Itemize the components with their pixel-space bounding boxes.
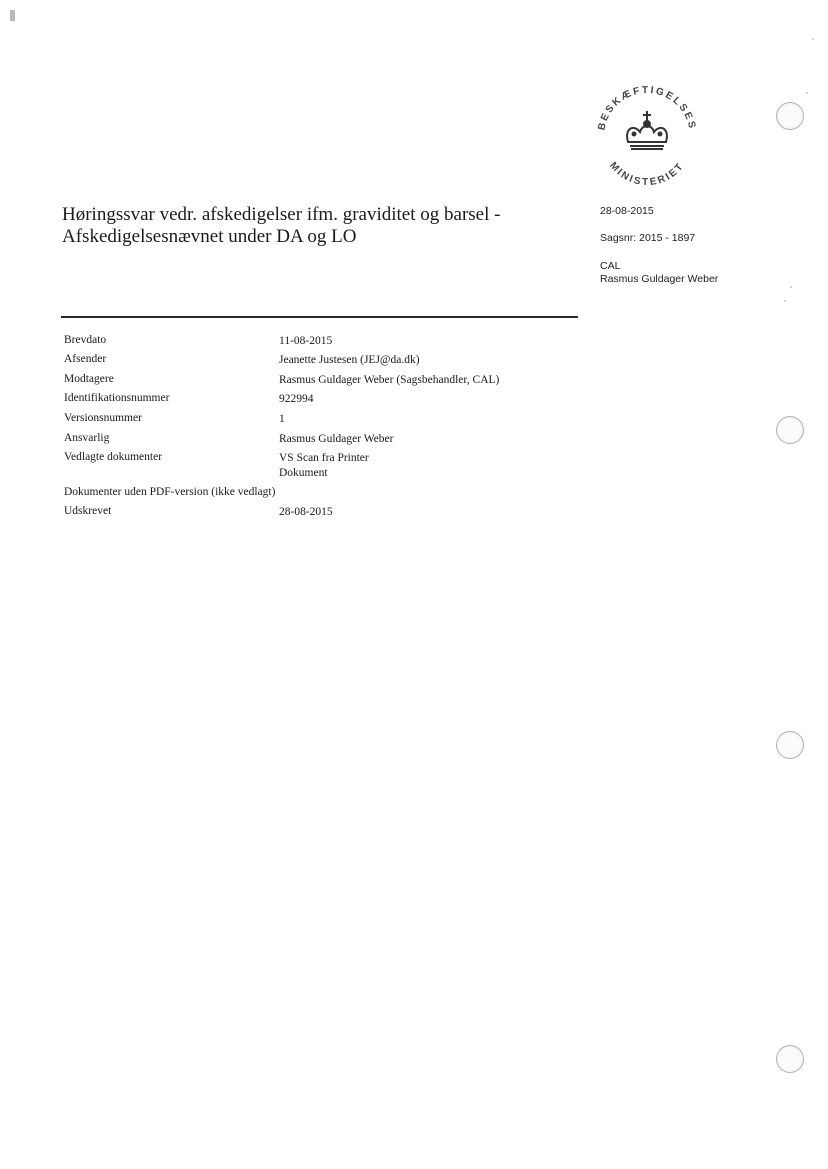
metadata-value-line: Dokument [279, 467, 328, 479]
metadata-label: Vedlagte dokumenter [64, 451, 163, 463]
metadata-value [279, 451, 369, 481]
ministry-logo [584, 76, 708, 192]
metadata-label: Afsender [64, 353, 107, 365]
metadata-value [279, 334, 332, 349]
punch-hole [776, 1045, 804, 1073]
metadata-label: Brevdato [64, 334, 107, 346]
metadata-value-line: VS Scan fra Printer [279, 452, 369, 464]
seal-top-text: BESKÆFTIGELSES [596, 84, 698, 132]
metadata-value-line: 922994 [279, 393, 314, 405]
case-unit: CAL [600, 260, 621, 272]
metadata-value-line: 28-08-2015 [279, 506, 333, 518]
metadata-label: Modtagere [64, 373, 114, 385]
metadata-value-line: Jeanette Justesen (JEJ@da.dk) [279, 354, 420, 366]
scan-speck [806, 92, 808, 94]
seal-bottom-text: MINISTERIET [607, 160, 687, 189]
metadata-label: Identifikationsnummer [64, 392, 170, 404]
ministry-seal [584, 76, 708, 192]
punch-hole [776, 416, 804, 444]
crown-icon [627, 111, 667, 149]
scan-speck [784, 300, 786, 302]
scan-speck [812, 38, 814, 40]
metadata-value [279, 392, 314, 407]
title-line-2: Afskedigelsesnævnet under DA og LO [62, 226, 357, 247]
metadata-value [279, 373, 499, 388]
title-line-1: Høringssvar vedr. afskedigelser ifm. graviditet og barsel - [62, 204, 501, 225]
scan-speck [790, 286, 792, 288]
punch-hole [776, 731, 804, 759]
scan-artifact [10, 10, 15, 21]
title-divider [61, 316, 578, 318]
case-handler: Rasmus Guldager Weber [600, 273, 719, 285]
metadata-label: Udskrevet [64, 505, 112, 517]
metadata-label: Dokumenter uden PDF-version (ikke vedlagt) [64, 486, 276, 498]
metadata-value [279, 505, 333, 520]
punch-hole [776, 102, 804, 130]
svg-text:MINISTERIET [607, 160, 686, 188]
metadata-value-line: 11-08-2015 [279, 335, 333, 347]
document-title [62, 204, 582, 248]
metadata-value-line: Rasmus Guldager Weber [279, 433, 394, 445]
case-date: 28-08-2015 [600, 205, 654, 217]
metadata-value [279, 353, 420, 368]
metadata-value [279, 412, 285, 427]
metadata-label: Versionsnummer [64, 412, 142, 424]
metadata-value [279, 432, 393, 447]
metadata-value-line: 1 [279, 413, 285, 425]
metadata-label: Ansvarlig [64, 432, 110, 444]
metadata-value-line: Rasmus Guldager Weber (Sagsbehandler, CAL) [279, 374, 500, 386]
case-number: Sagsnr: 2015 - 1897 [600, 232, 696, 244]
